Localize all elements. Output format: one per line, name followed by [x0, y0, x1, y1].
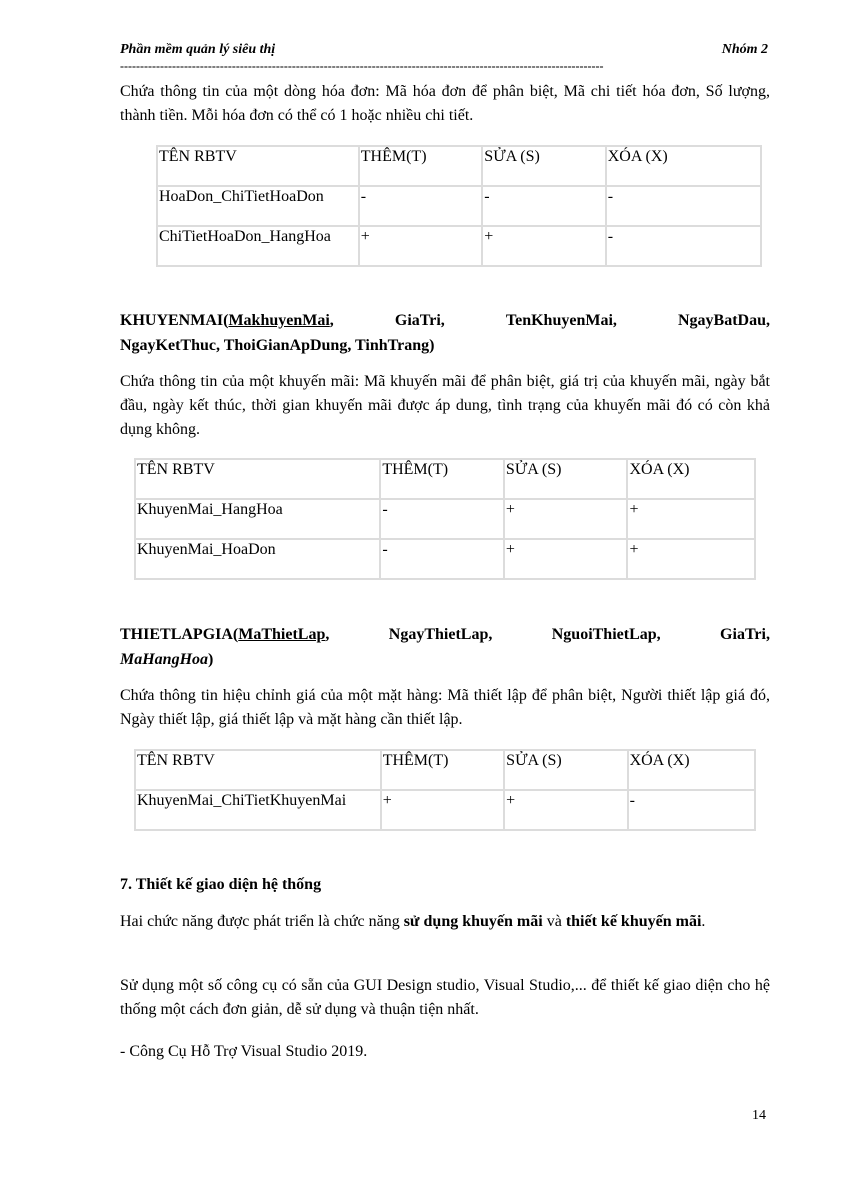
section-7-paragraph-1: Hai chức năng được phát triển là chức năng sử dụng khuyến mãi và thiết kế khuyến mãi. — [120, 913, 706, 930]
table-cell: - — [606, 186, 761, 226]
table-header-row — [135, 750, 755, 790]
khuyenmai-description: Chứa thông tin của một khuyến mãi: Mã khuyến mãi để phân biệt, giá trị của khuyến mãi, ngày bắt đầu, ngày kết thúc, thời gian khuyến mãi được áp dung, tình trạng của khuyến mãi đó có còn khả dụng không. — [120, 373, 770, 438]
table-cell: + — [504, 499, 628, 539]
header-cell: TÊN RBTV — [135, 750, 381, 790]
header-title: Phần mềm quản lý siêu thị — [120, 42, 276, 57]
thietlapgia-heading: THIETLAPGIA(MaThietLap, NgayThietLap, NguoiThietLap, GiaTri, MaHangHoa) — [120, 622, 770, 672]
table-row — [157, 186, 761, 226]
header-rule: ------------------------------------------------------------------------------------------------------------------------- — [120, 59, 604, 73]
intro-paragraph: Chứa thông tin của một dòng hóa đơn: Mã hóa đơn để phân biệt, Mã chi tiết hóa đơn, Số lượng, thành tiền. Mỗi hóa đơn có thể có 1 hoặc nhiều chi tiết. — [120, 83, 770, 124]
attr-field: GiaTri, — [394, 312, 445, 329]
page-number: 14 — [752, 1108, 766, 1123]
primary-key: MakhuyenMai — [228, 312, 330, 329]
table-cell: KhuyenMai_HoaDon — [135, 539, 380, 579]
table-cell: + — [504, 539, 628, 579]
table-cell: + — [627, 539, 755, 579]
khuyenmai-heading: KHUYENMAI(MakhuyenMai, GiaTri, TenKhuyenMai, NgayBatDau, NgayKetThuc, ThoiGianApDung, TinhTrang) — [120, 308, 770, 358]
section-7-title: 7. Thiết kế giao diện hệ thống — [120, 876, 322, 893]
entity-name: THIETLAPGIA( — [120, 626, 239, 643]
table-cell: HoaDon_ChiTietHoaDon — [157, 186, 359, 226]
table-khuyenmai-rbtv — [134, 458, 756, 580]
table-cell: KhuyenMai_HangHoa — [135, 499, 380, 539]
table-cell: - — [359, 186, 483, 226]
table-cell: + — [627, 499, 755, 539]
table-row — [135, 539, 755, 579]
table-cell: ChiTietHoaDon_HangHoa — [157, 226, 359, 266]
header-cell: THÊM(T) — [381, 750, 504, 790]
header-cell: SỬA (S) — [504, 750, 627, 790]
table-thietlapgia-rbtv — [134, 749, 756, 831]
attr-field: NgayThietLap, — [388, 626, 493, 643]
attr-field: TenKhuyenMai, — [505, 312, 617, 329]
bold-phrase: sử dụng khuyến mãi — [403, 913, 543, 930]
header-cell: THÊM(T) — [380, 459, 504, 499]
header-cell: SỬA (S) — [504, 459, 628, 499]
heading-line-2: MaHangHoa) — [120, 651, 214, 668]
table-cell: + — [359, 226, 483, 266]
header-cell: TÊN RBTV — [157, 146, 359, 186]
foreign-key: MaHangHoa — [120, 651, 209, 668]
header-cell: TÊN RBTV — [135, 459, 380, 499]
attr-field: GiaTri, — [720, 626, 770, 643]
entity-name: KHUYENMAI( — [120, 312, 229, 329]
table-cell: + — [482, 226, 605, 266]
table-row — [135, 499, 755, 539]
table-hoadon-rbtv — [156, 145, 762, 267]
table-cell: + — [381, 790, 504, 830]
section-7-paragraph-2: Sử dụng một số công cụ có sẵn của GUI Design studio, Visual Studio,... để thiết kế giao diện cho hệ thống một cách đơn giản, dễ sử dụng và thuận tiện nhất. — [120, 977, 770, 1018]
header-cell: THÊM(T) — [359, 146, 483, 186]
header-cell: SỬA (S) — [482, 146, 605, 186]
header-cell: XÓA (X) — [628, 750, 755, 790]
header-group: Nhóm 2 — [721, 42, 768, 57]
table-cell: - — [606, 226, 761, 266]
heading-line-2: NgayKetThuc, ThoiGianApDung, TinhTrang) — [120, 337, 435, 354]
header-cell: XÓA (X) — [627, 459, 755, 499]
header-cell: XÓA (X) — [606, 146, 761, 186]
table-cell: - — [380, 539, 504, 579]
section-7-paragraph-3: - Công Cụ Hỗ Trợ Visual Studio 2019. — [120, 1043, 368, 1060]
attr-field: NgayBatDau, — [677, 312, 770, 329]
table-cell: + — [504, 790, 627, 830]
thietlapgia-description: Chứa thông tin hiệu chỉnh giá của một mặt hàng: Mã thiết lập để phân biệt, Người thiết lập giá đó, Ngày thiết lập, giá thiết lập và mặt hàng cần thiết lập. — [120, 687, 770, 728]
table-row — [157, 226, 761, 266]
table-cell: - — [482, 186, 605, 226]
table-cell: - — [380, 499, 504, 539]
table-header-row — [135, 459, 755, 499]
bold-phrase: thiết kế khuyến mãi — [565, 913, 702, 930]
attr-field: NguoiThietLap, — [551, 626, 661, 643]
table-row — [135, 790, 755, 830]
table-cell: KhuyenMai_ChiTietKhuyenMai — [135, 790, 381, 830]
table-header-row — [157, 146, 761, 186]
table-cell: - — [628, 790, 755, 830]
primary-key: MaThietLap — [238, 626, 326, 643]
